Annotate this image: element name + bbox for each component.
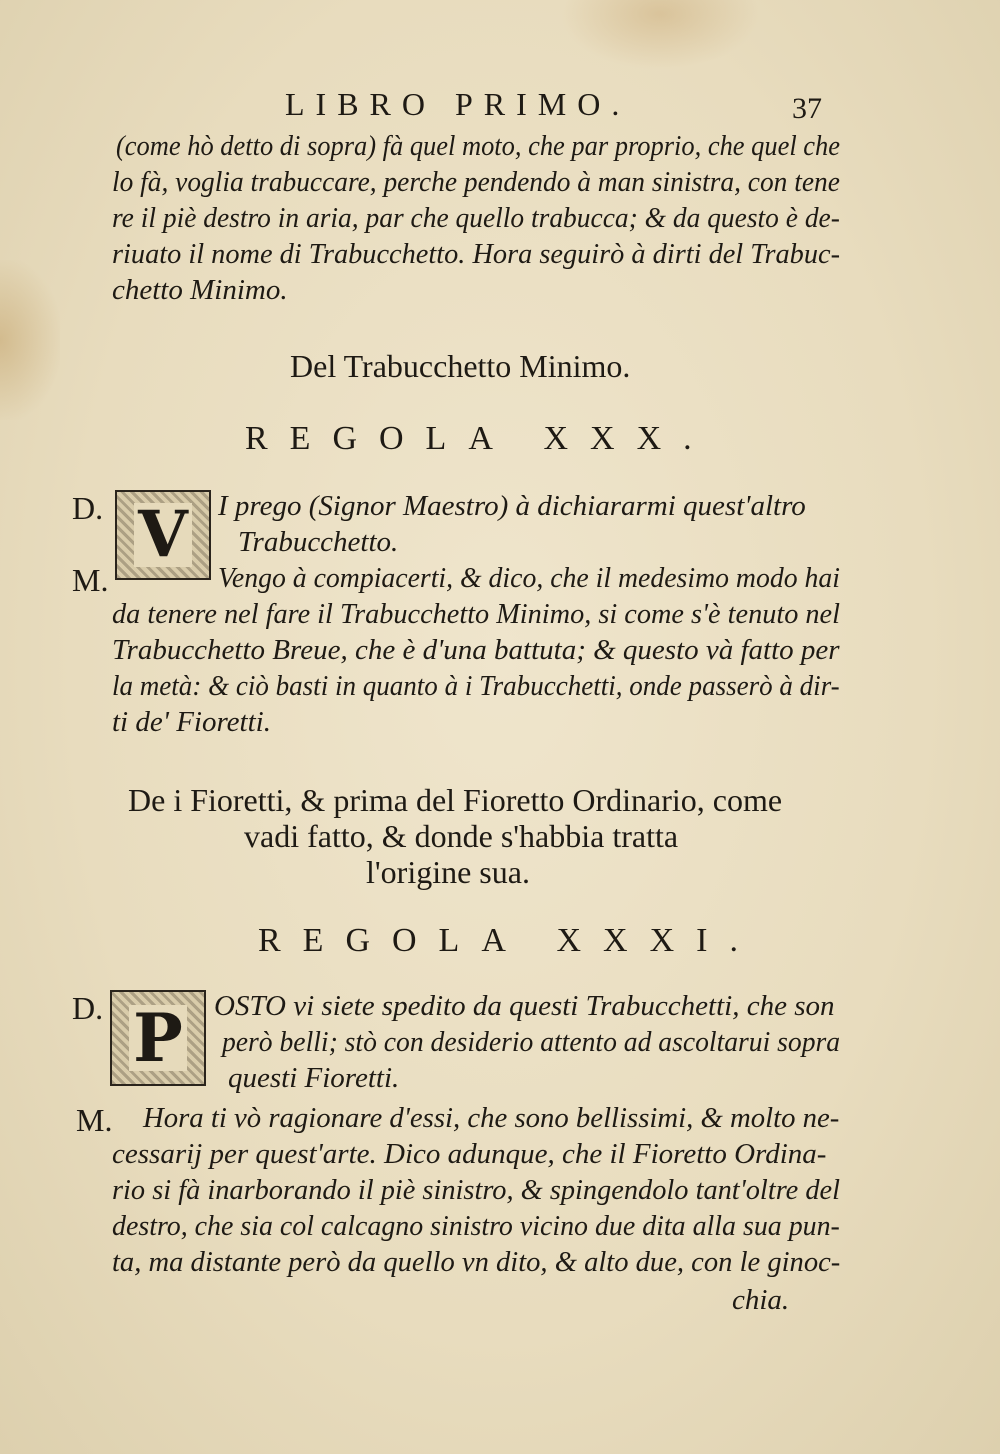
rule-heading: REGOLA XXXI. — [258, 922, 760, 959]
text-line: ti de' Fioretti. — [112, 706, 271, 738]
speaker-label: M. — [72, 562, 109, 598]
running-head: LIBRO PRIMO. — [285, 86, 631, 122]
text-line: Vengo à compiacerti, & dico, che il medesimo modo hai — [218, 562, 841, 594]
text-line: però belli; stò con desiderio attento ad ascoltarui sopra — [222, 1026, 841, 1058]
catchword: chia. — [732, 1284, 790, 1316]
text-line: (come hò detto di sopra) fà quel moto, che par proprio, che quel che — [116, 130, 840, 162]
text-line: la metà: & ciò basti in quanto à i Trabucchetti, onde passerò à dir- — [112, 670, 840, 702]
text-line: cessarij per quest'arte. Dico adunque, che il Fioretto Ordina- — [112, 1138, 827, 1170]
text-line: OSTO vi siete spedito da questi Trabucchetti, che son — [214, 990, 835, 1022]
decorated-initial: P — [110, 990, 206, 1086]
text-line: lo fà, voglia trabuccare, perche pendendo à man sinistra, con tene — [112, 166, 840, 198]
text-line: ta, ma distante però da quello vn dito, & alto due, con le ginoc- — [112, 1246, 841, 1278]
section-heading-line: vadi fatto, & donde s'habbia tratta — [244, 818, 679, 854]
section-heading-line: De i Fioretti, & prima del Fioretto Ordinario, come — [128, 782, 783, 818]
text-line: da tenere nel fare il Trabucchetto Minimo, si come s'è tenuto nel — [112, 598, 840, 630]
text-line: rio si fà inarborando il piè sinistro, & spingendolo tant'oltre del — [112, 1174, 841, 1206]
section-heading-line: l'origine sua. — [366, 854, 530, 890]
text-line: re il piè destro in aria, par che quello trabucca; & da questo è de- — [112, 202, 840, 234]
decorated-initial: V — [115, 490, 211, 580]
section-heading: Del Trabucchetto Minimo. — [290, 348, 631, 384]
page-number: 37 — [792, 92, 822, 125]
text-line: Trabucchetto Breue, che è d'una battuta; & questo và fatto per — [112, 634, 840, 666]
water-stain — [560, 0, 760, 70]
text-line: Hora ti vò ragionare d'essi, che sono bellissimi, & molto ne- — [143, 1102, 840, 1134]
speaker-label: D. — [72, 490, 104, 526]
water-stain — [0, 260, 60, 420]
text-line: riuato il nome di Trabucchetto. Hora seguirò à dirti del Trabuc- — [112, 238, 841, 270]
text-line: chetto Minimo. — [112, 274, 288, 306]
speaker-label: D. — [72, 990, 104, 1026]
text-line: Trabucchetto. — [238, 526, 399, 558]
text-line: destro, che sia col calcagno sinistro vicino due dita alla sua pun- — [112, 1210, 840, 1242]
text-line: I prego (Signor Maestro) à dichiararmi quest'altro — [218, 490, 806, 522]
rule-heading: REGOLA XXX. — [245, 420, 714, 457]
speaker-label: M. — [76, 1102, 113, 1138]
text-line: questi Fioretti. — [228, 1062, 400, 1094]
